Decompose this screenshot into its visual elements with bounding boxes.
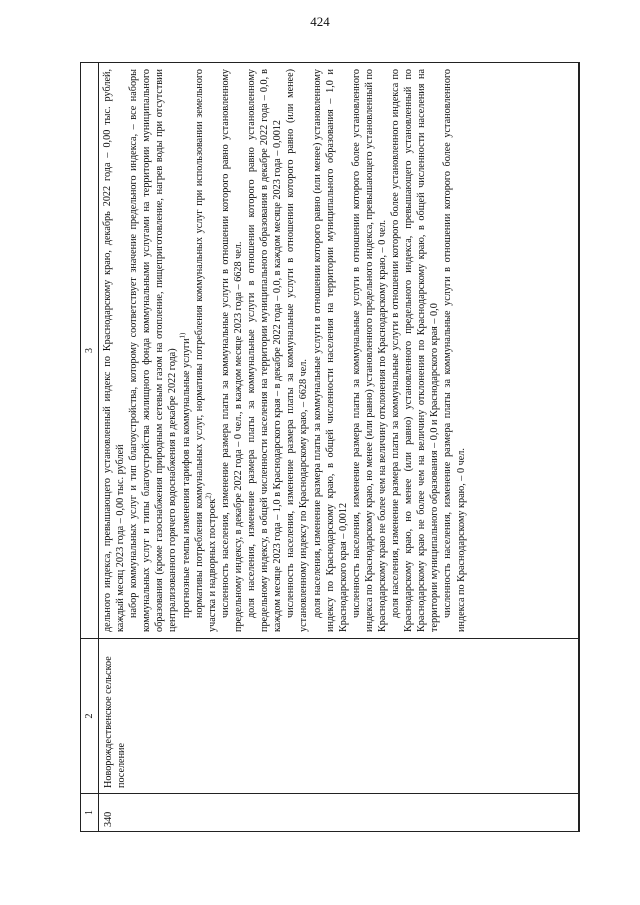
row-description — [99, 63, 579, 638]
paragraph-services-set: набор коммунальных услуг и тип благоустройства, которому соответствует значение предельного индекса, – все наборы коммунальных услуг и типы благоустройства жилищного фонда коммунальными услугами на территории муниципального образования (кроме газоснабжения природным сетевым газом на отопление, пищеприготовление, нагрев воды при отсутствии централизованного горячего водоснабжения в декабре 2022 года) — [128, 69, 179, 632]
document-table — [80, 62, 580, 832]
paragraph-share-le-index: доля населения, изменение размера платы за коммунальные услуги в отношении которого равно (или менее) установленному индексу по Краснодарскому краю, в общей численности населения на территории муниципального образования – 1,0 и Краснодарского края – 0,0012 — [311, 69, 349, 632]
column-header-1: 1 — [81, 793, 99, 831]
continued-text: дельного индекса, превышающего установленный индекс по Краснодарскому краю, декабрь 2022 года – 0,00 тыс. рублей, каждый месяц 2023 года – 0,00 тыс. рублей — [102, 69, 127, 632]
row-number: 340 — [99, 793, 579, 831]
paragraph-population-le-index: численность населения, изменение размера платы за коммунальные услуги в отношении которого равно (или менее) установленному индексу по Краснодарскому краю, – 6628 чел. — [285, 69, 310, 632]
page-number: 424 — [310, 14, 330, 29]
paragraph-consumption-norms: нормативы потребления коммунальных услуг, нормативы потребления коммунальных услуг при использовании земельного участка и надворных построек$^{2)}$ — [193, 69, 218, 632]
footnote-mark-2: 2) — [204, 492, 213, 499]
column-header-2: 2 — [81, 638, 99, 793]
paragraph-population-above: численность населения, изменение размера платы за коммунальные услуги в отношении которого более установленного индекса по Краснодарскому краю, – 0 чел. — [442, 69, 467, 632]
table-viewport — [80, 62, 580, 832]
footnote-mark-1: 1) — [178, 332, 187, 339]
paragraph-share-equal: доля населения, изменение размера платы за коммунальные услуги в отношении которого равно установленному предельному индексу, в общей численности населения на территории муниципального образования в декабре 2022 года – 0,0, в каждом месяце 2023 года – 1,0 в Краснодарского края – в декабре 2022 года – 0,0, в каждом месяце 2023 года – 0,0012 — [246, 69, 284, 632]
column-header-3: 3 — [81, 63, 99, 638]
paragraph-population-between: численность населения, изменение размера платы за коммунальные услуги в отношении которого более установленного индекса по Краснодарскому краю, но менее (или равно) установленного предельного индекса, превышающего установленный по Краснодарскому краю не более чем на величину отклонения по Краснодарскому краю, – 0 чел. — [350, 69, 388, 632]
paragraph-tariff-rates: прогнозные темпы изменения тарифов на коммунальные услуги$^{1)}$ — [178, 332, 192, 618]
paragraph-share-between: доля населения, изменение размера платы за коммунальные услуги в отношении которого более установленного индекса по Краснодарскому краю, но менее (или равно) установленного предельного индекса, превышающего установленный по Краснодарскому краю не более чем на величину отклонения по Краснодарскому краю, в общей численности населения на территории муниципального образования – 0,0 и Краснодарского края – 0,0 — [390, 69, 441, 632]
paragraph-population-equal: численность населения, изменение размера платы за коммунальные услуги в отношении которого равно установленному предельному индексу, в декабре 2022 года – 0 чел., в каждом месяце 2023 года – 6628 чел. — [219, 69, 244, 632]
municipality-name: Новорождественское сельское поселение — [99, 638, 579, 793]
